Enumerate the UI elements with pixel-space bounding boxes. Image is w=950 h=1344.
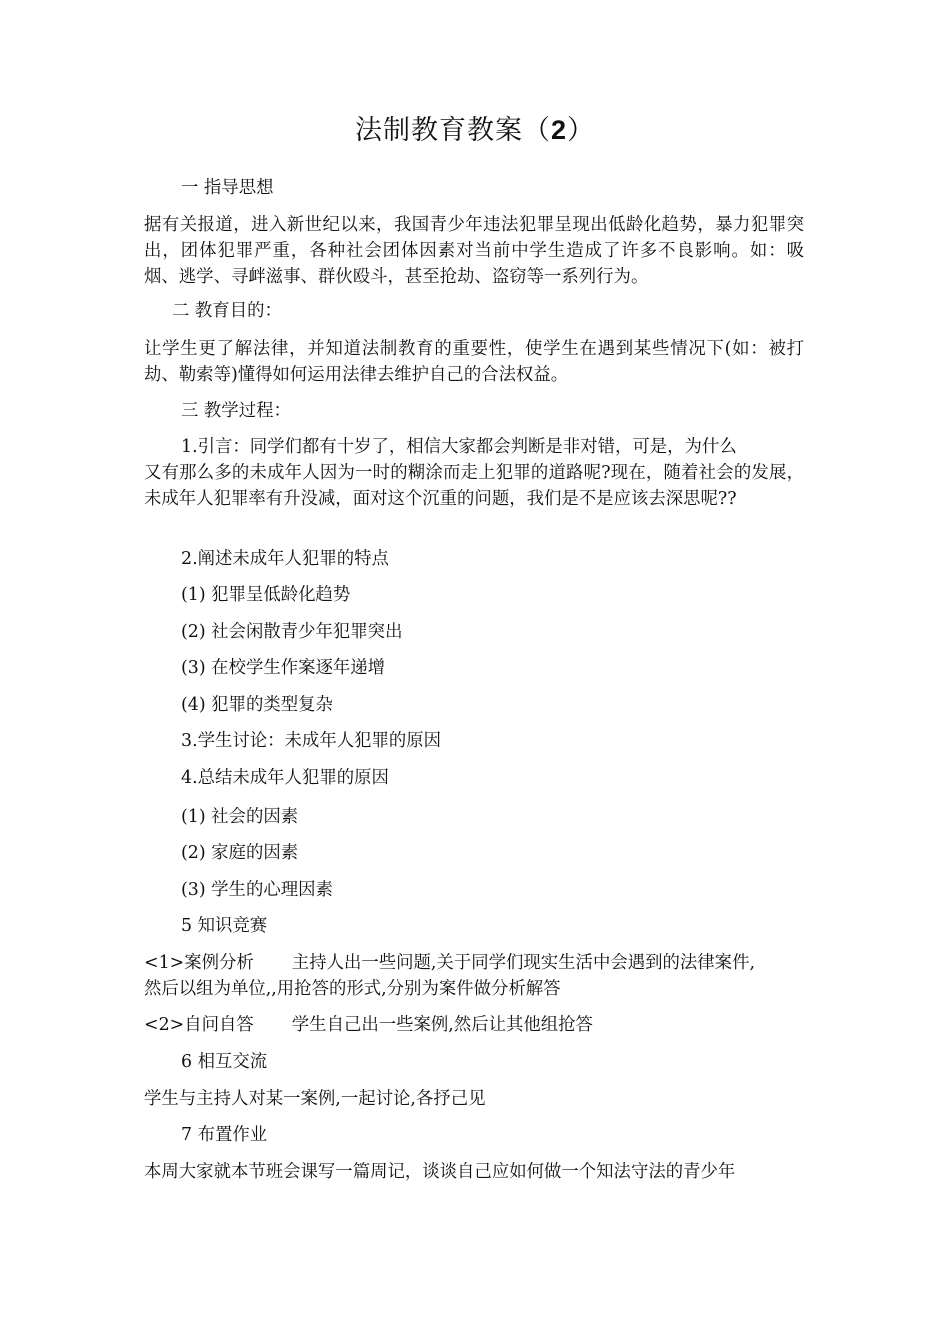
self-qa-text: 学生自己出一些案例,然后让其他组抢答 <box>291 1015 593 1035</box>
title-number: 2 <box>550 115 568 145</box>
discussion-heading: 3.学生讨论：未成年人犯罪的原因 <box>181 731 442 751</box>
characteristic-item: (3) 在校学生作案逐年递增 <box>181 658 386 678</box>
education-goal-paragraph: 让学生更了解法律，并知道法制教育的重要性，使学生在遇到某些情况下(如：被打劫、勒索等)懂得如何运用法律去维护自己的合法权益。 <box>144 339 804 385</box>
characteristic-item: (2) 社会闲散青少年犯罪突出 <box>181 622 403 642</box>
guiding-idea-paragraph: 据有关报道，进入新世纪以来，我国青少年违法犯罪呈现出低龄化趋势，暴力犯罪突出，团体犯罪严重，各种社会团体因素对当前中学生造成了许多不良影响。如：吸烟、逃学、寻衅滋事、群伙殴斗，甚至抢劫、盗窃等一系列行为。 <box>144 215 804 287</box>
page-title <box>0 112 950 149</box>
exchange-heading: 6 相互交流 <box>181 1052 268 1072</box>
section-heading-guiding-idea: 一 指导思想 <box>181 178 274 198</box>
exchange-paragraph: 学生与主持人对某一案例,一起讨论,各抒己见 <box>144 1089 486 1109</box>
characteristic-item: (1) 犯罪呈低龄化趋势 <box>181 585 351 605</box>
title-close: ） <box>567 115 596 146</box>
introduction-first-line: 1.引言：同学们都有十岁了，相信大家都会判断是非对错，可是，为什么 <box>181 437 737 457</box>
self-qa-line <box>144 1012 593 1038</box>
introduction-paragraph: 又有那么多的未成年人因为一时的糊涂而走上犯罪的道路呢?现在，随着社会的发展，未成年人犯罪率有升没减，面对这个沉重的问题，我们是不是应该去深思呢?? <box>144 463 804 509</box>
cause-item: (1) 社会的因素 <box>181 807 299 827</box>
cause-item: (2) 家庭的因素 <box>181 843 299 863</box>
case-analysis-text: 主持人出一些问题,关于同学们现实生活中会遇到的法律案件, <box>291 953 755 973</box>
case-analysis-line <box>144 950 755 976</box>
cause-item: (3) 学生的心理因素 <box>181 880 333 900</box>
knowledge-contest-heading: 5 知识竞赛 <box>181 916 268 936</box>
title-text: 法制教育教案（ <box>354 115 551 146</box>
self-qa-label: <2>自问自答 <box>144 1015 254 1035</box>
section-heading-education-goal: 二 教育目的： <box>172 301 282 321</box>
section-heading-teaching-process: 三 教学过程： <box>181 401 291 421</box>
case-analysis-label: <1>案例分析 <box>144 953 254 973</box>
case-analysis-line-2: 然后以组为单位,,用抢答的形式,分别为案件做分析解答 <box>144 979 561 999</box>
homework-heading: 7 布置作业 <box>181 1125 268 1145</box>
characteristic-item: (4) 犯罪的类型复杂 <box>181 695 333 715</box>
homework-paragraph: 本周大家就本节班会课写一篇周记，谈谈自己应如何做一个知法守法的青少年 <box>144 1162 736 1182</box>
causes-heading: 4.总结未成年人犯罪的原因 <box>181 768 389 788</box>
characteristics-heading: 2.阐述未成年人犯罪的特点 <box>181 549 389 569</box>
